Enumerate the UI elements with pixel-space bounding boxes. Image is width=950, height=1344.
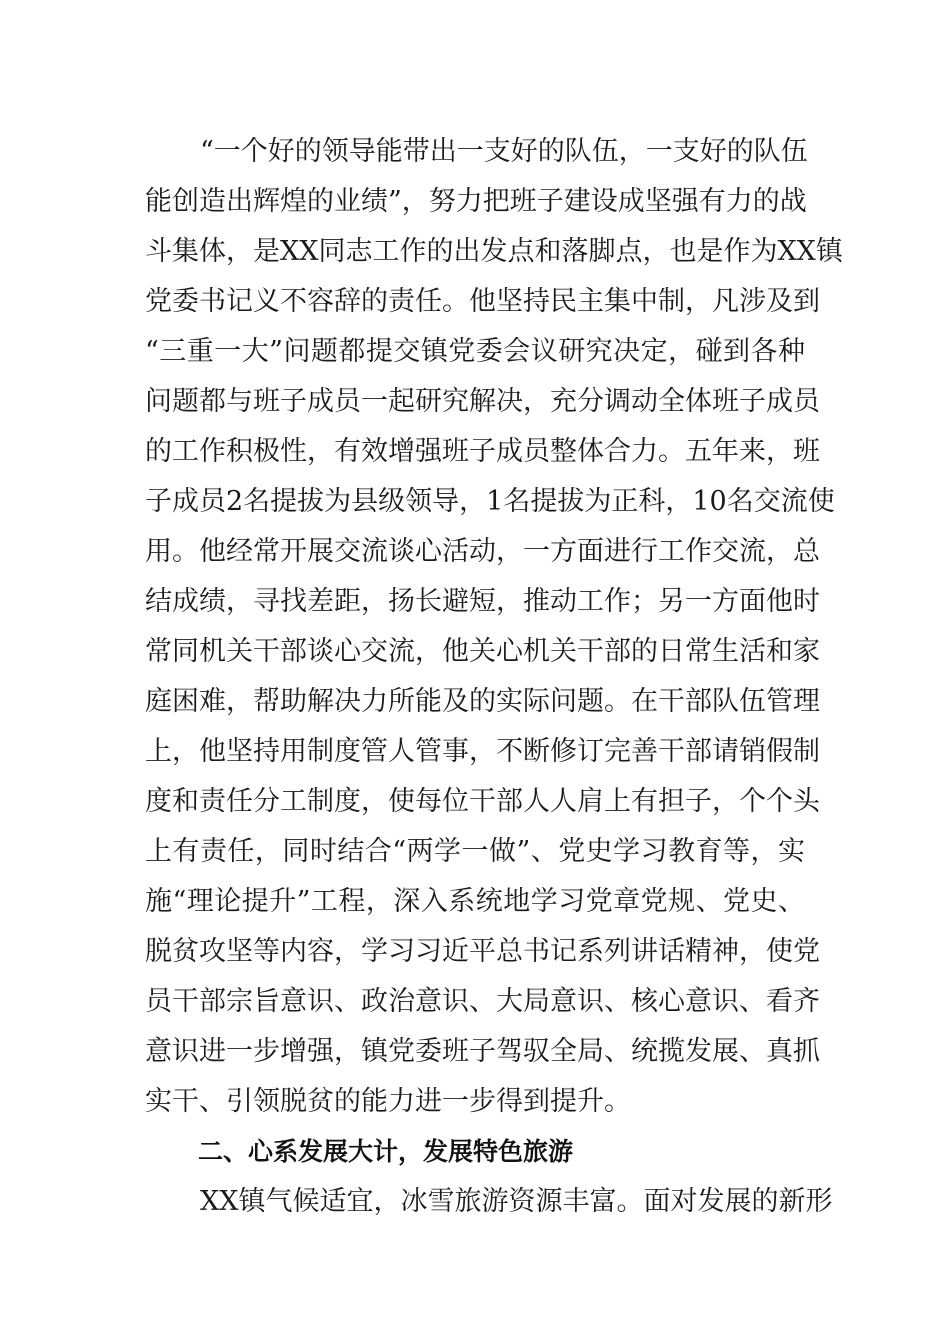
section-heading: 二、心系发展大计，发展特色旅游 <box>198 1137 574 1166</box>
paragraph-line: 问题都与班子成员一起研究解决，充分调动全体班子成员 <box>145 386 820 417</box>
paragraph-line: 上有责任，同时结合“两学一做”、党史学习教育等，实 <box>145 836 805 867</box>
paragraph-line: 实干、引领脱贫的能力进一步得到提升。 <box>145 1086 631 1117</box>
paragraph-line: 度和责任分工制度，使每位干部人人肩上有担子，个个头 <box>145 786 820 817</box>
paragraph-line: 党委书记义不容辞的责任。他坚持民主集中制，凡涉及到 <box>145 286 820 317</box>
paragraph-line: 能创造出辉煌的业绩”，努力把班子建设成坚强有力的战 <box>145 186 807 217</box>
paragraph-line: 子成员2名提拔为县级领导，1名提拔为正科，10名交流使 <box>145 486 835 517</box>
paragraph-line: 庭困难，帮助解决力所能及的实际问题。在干部队伍管理 <box>145 686 820 717</box>
paragraph-line: 用。他经常开展交流谈心活动，一方面进行工作交流，总 <box>145 536 820 567</box>
paragraph-line: 上，他坚持用制度管人管事，不断修订完善干部请销假制 <box>145 736 820 767</box>
paragraph-line: “三重一大”问题都提交镇党委会议研究决定，碰到各种 <box>145 336 805 367</box>
paragraph-line: 脱贫攻坚等内容，学习习近平总书记系列讲话精神，使党 <box>145 936 820 967</box>
paragraph-line: 常同机关干部谈心交流，他关心机关干部的日常生活和家 <box>145 636 820 667</box>
paragraph-line: 结成绩，寻找差距，扬长避短，推动工作；另一方面他时 <box>145 586 820 617</box>
paragraph-line: XX镇气候适宜，冰雪旅游资源丰富。面对发展的新形 <box>200 1186 833 1217</box>
paragraph-line: “一个好的领导能带出一支好的队伍，一支好的队伍 <box>200 136 808 167</box>
paragraph-line: 的工作积极性，有效增强班子成员整体合力。五年来，班 <box>145 436 820 467</box>
paragraph-line: 施“理论提升”工程，深入系统地学习党章党规、党史、 <box>145 886 805 917</box>
paragraph-line: 员干部宗旨意识、政治意识、大局意识、核心意识、看齐 <box>145 986 820 1017</box>
paragraph-line: 斗集体，是XX同志工作的出发点和落脚点，也是作为XX镇 <box>145 236 843 267</box>
paragraph-line: 意识进一步增强，镇党委班子驾驭全局、统揽发展、真抓 <box>145 1036 820 1067</box>
